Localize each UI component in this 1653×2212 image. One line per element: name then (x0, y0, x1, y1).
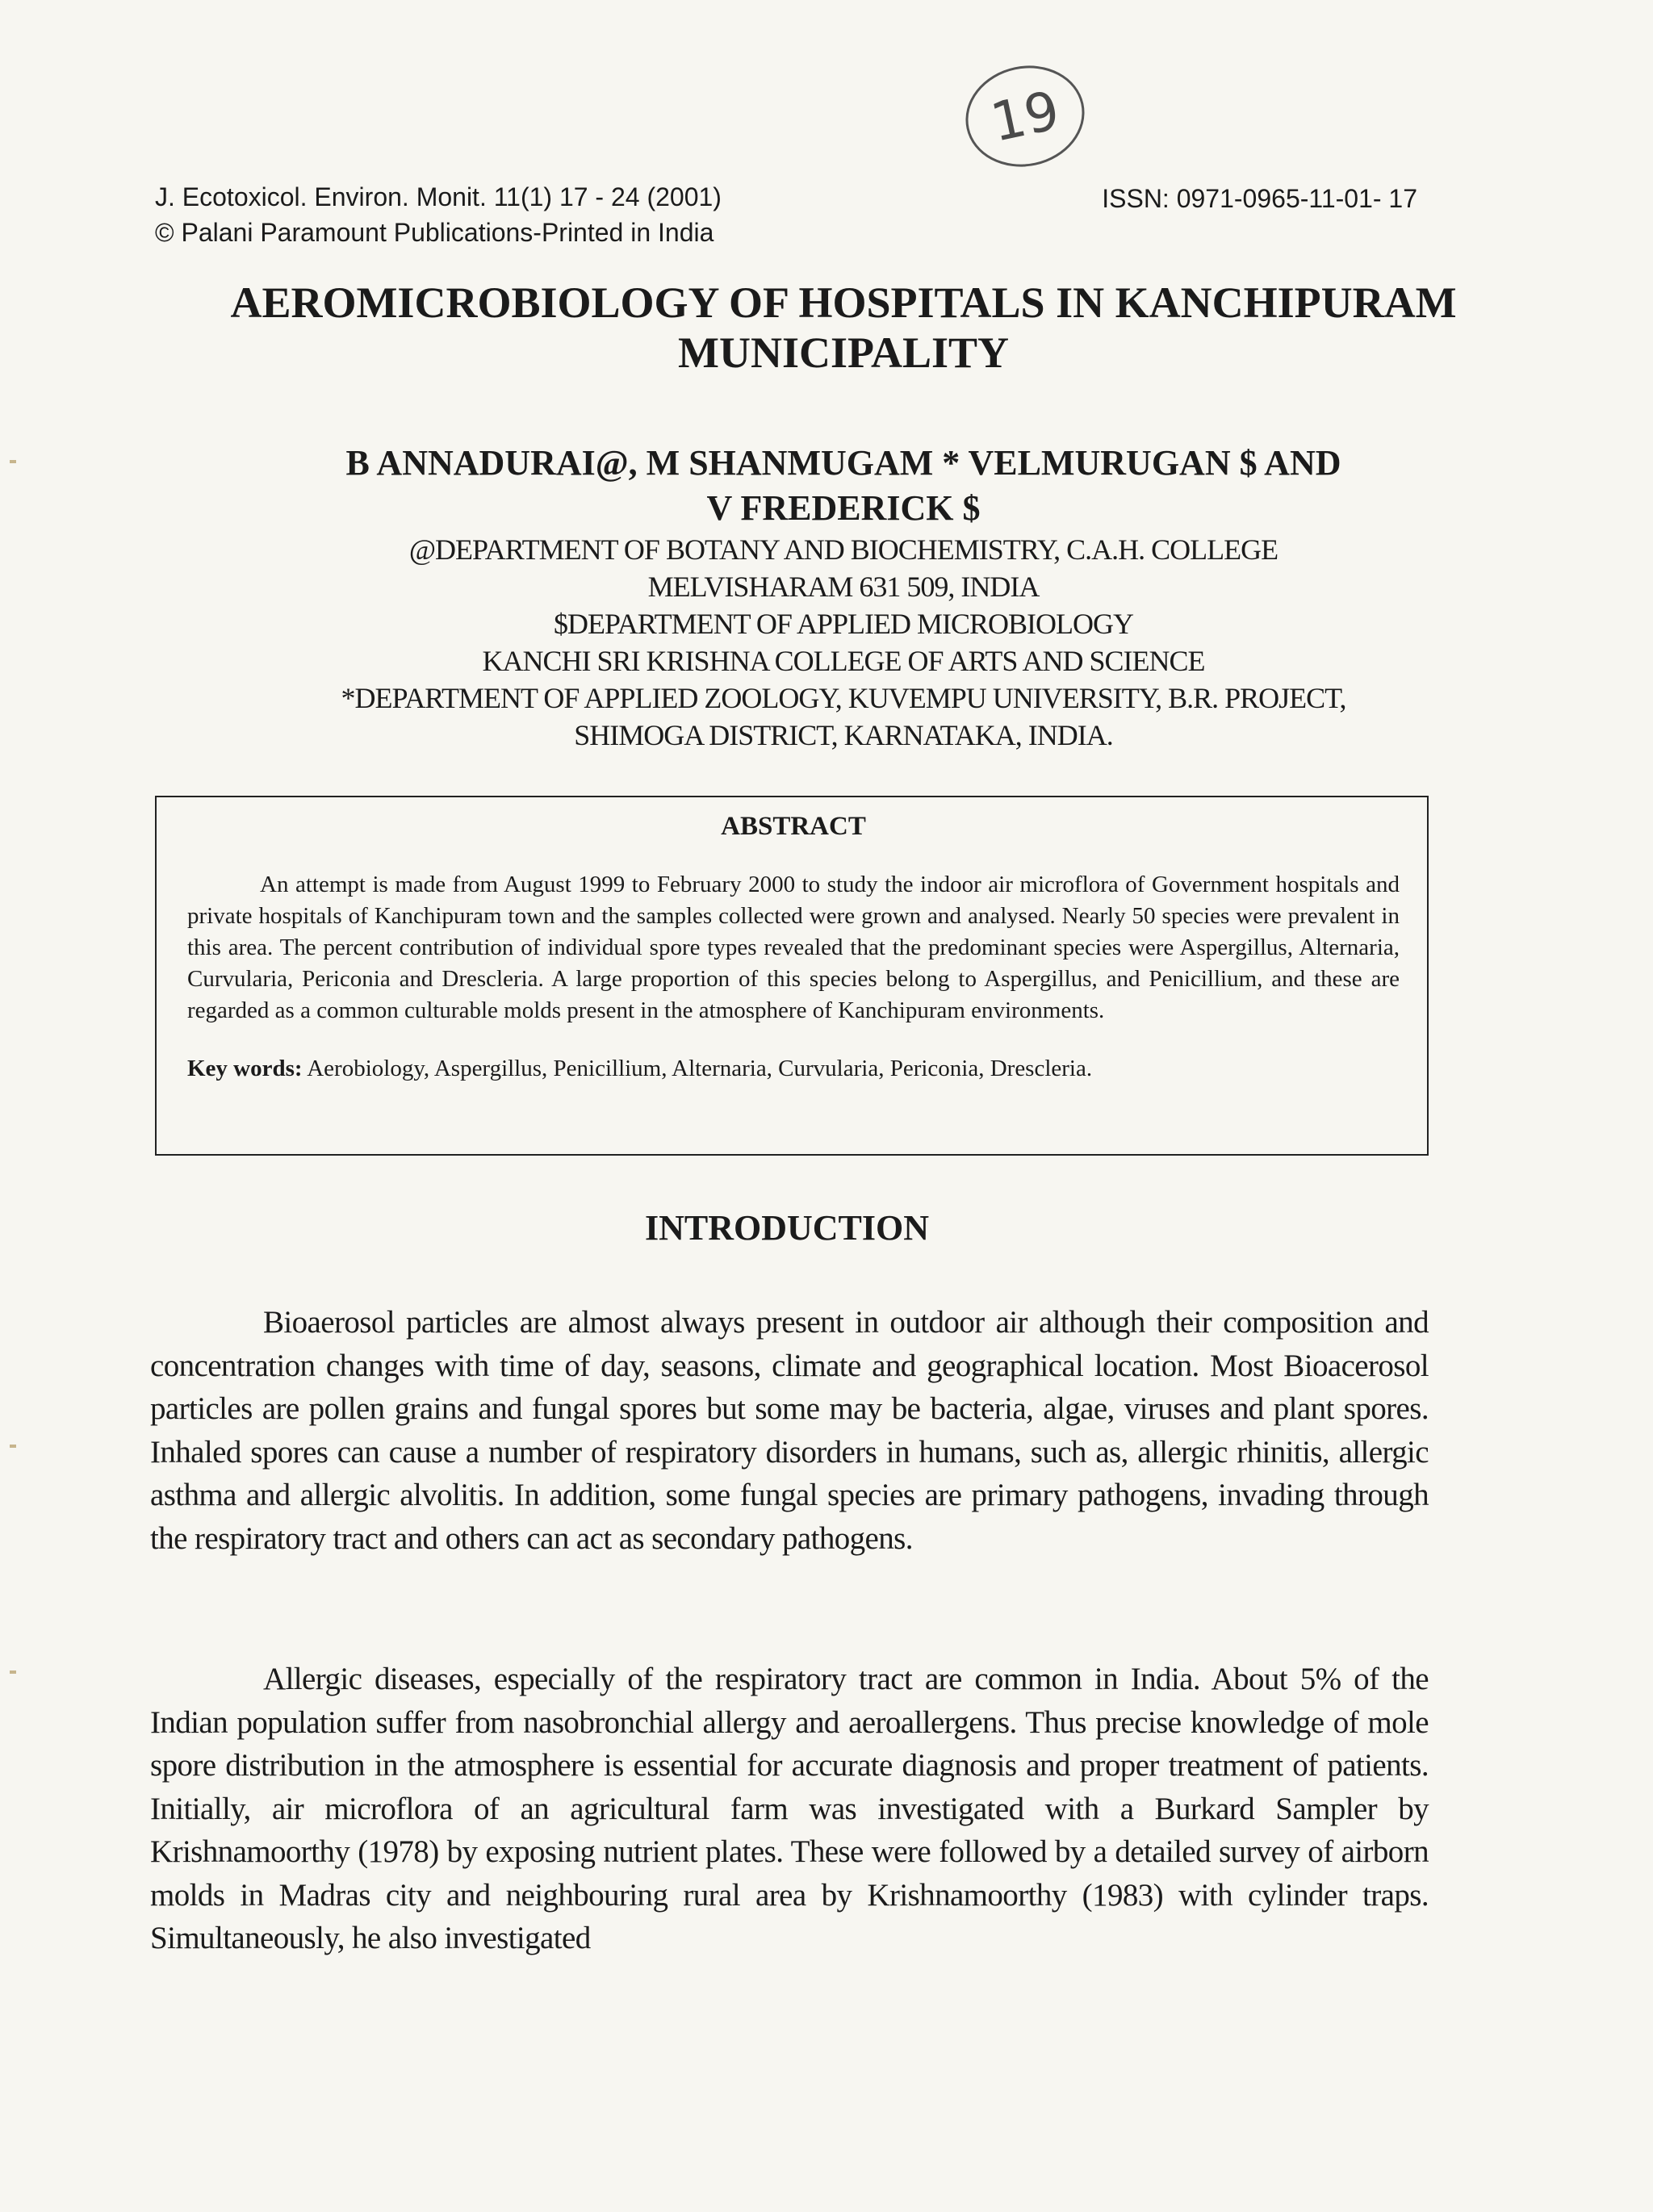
affiliation-line: SHIMOGA DISTRICT, KARNATAKA, INDIA. (574, 719, 1113, 751)
handwritten-page-number: 19 (956, 55, 1094, 178)
affiliation-line: KANCHI SRI KRISHNA COLLEGE OF ARTS AND SCIENCE (482, 645, 1205, 677)
introduction-paragraph: Allergic diseases, especially of the respiratory tract are common in India. About 5% of the Indian population suffer from nasobronchial allergy and aeroallergens. Thus precise knowledge of mole spore distribution in the atmosphere is essential for accurate diagnosis and proper treatment of patients. Initially, air microflora of an agricultural farm was investigated with a Burkard Sampler by Krishnamoorthy (1978) by exposing nutrient plates. These were followed by a detailed survey of airborn molds in Madras city and neighbouring rural area by Krishnamoorthy (1983) with cylinder traps. Simultaneously, he also investigated (150, 1662, 1429, 1955)
keywords-label: Key words: (187, 1056, 303, 1081)
authors-line-1: B ANNADURAI@, M SHANMUGAM * VELMURUGAN $ AND (345, 443, 1341, 483)
keywords (187, 1056, 1400, 1082)
authors-line-2: V FREDERICK $ (706, 488, 981, 528)
margin-staple-mark (10, 1445, 16, 1448)
paper-title (121, 278, 1566, 378)
affiliations (121, 531, 1566, 754)
issn: ISSN: 0971-0965-11-01- 17 (1102, 184, 1417, 213)
affiliation-line: @DEPARTMENT OF BOTANY AND BIOCHEMISTRY, C.A.H. COLLEGE (408, 533, 1278, 566)
author-list (121, 441, 1566, 531)
title-line-1: AEROMICROBIOLOGY OF HOSPITALS IN KANCHIPURAM (230, 278, 1457, 327)
affiliation-line: $DEPARTMENT OF APPLIED MICROBIOLOGY (554, 608, 1133, 640)
citation-line: J. Ecotoxicol. Environ. Monit. 11(1) 17 - 24 (2001) (155, 182, 722, 211)
introduction-heading: INTRODUCTION (644, 1208, 930, 1248)
journal-citation (155, 179, 722, 250)
abstract-box (155, 796, 1429, 1156)
affiliation-line: MELVISHARAM 631 509, INDIA (647, 571, 1040, 603)
margin-staple-mark (10, 1670, 16, 1674)
abstract-text: An attempt is made from August 1999 to February 2000 to study the indoor air microflora of Government hospitals and private hospitals of Kanchipuram town and the samples collected were grown and analysed. Nearly 50 species were prevalent in this area. The percent contribution of individual spore types revealed that the predominant species were Aspergillus, Alternaria, Curvularia, Periconia and Drescleria. A large proportion of this species belong to Aspergillus, and Penicillium, and these are regarded as a common culturable molds present in the atmosphere of Kanchipuram environments. (187, 872, 1400, 1023)
abstract-heading: ABSTRACT (721, 812, 866, 841)
affiliation-line: *DEPARTMENT OF APPLIED ZOOLOGY, KUVEMPU UNIVERSITY, B.R. PROJECT, (341, 682, 1346, 714)
margin-staple-mark (10, 460, 16, 463)
introduction-paragraph: Bioaerosol particles are almost always present in outdoor air although their composition and concentration changes with time of day, seasons, climate and geographical location. Most Bioacerosol particles are pollen grains and fungal spores but some may be bacteria, algae, viruses and plant spores. Inhaled spores can cause a number of respiratory disorders in humans, such as, allergic rhinitis, allergic asthma and allergic alvolitis. In addition, some fungal species are primary pathogens, invading through the respiratory tract and others can act as secondary pathogens. (150, 1305, 1429, 1556)
title-line-2: MUNICIPALITY (677, 328, 1009, 377)
keywords-list: Aerobiology, Aspergillus, Penicillium, Alternaria, Curvularia, Periconia, Drescleria. (307, 1056, 1093, 1081)
publisher-line: © Palani Paramount Publications-Printed in India (155, 218, 714, 247)
